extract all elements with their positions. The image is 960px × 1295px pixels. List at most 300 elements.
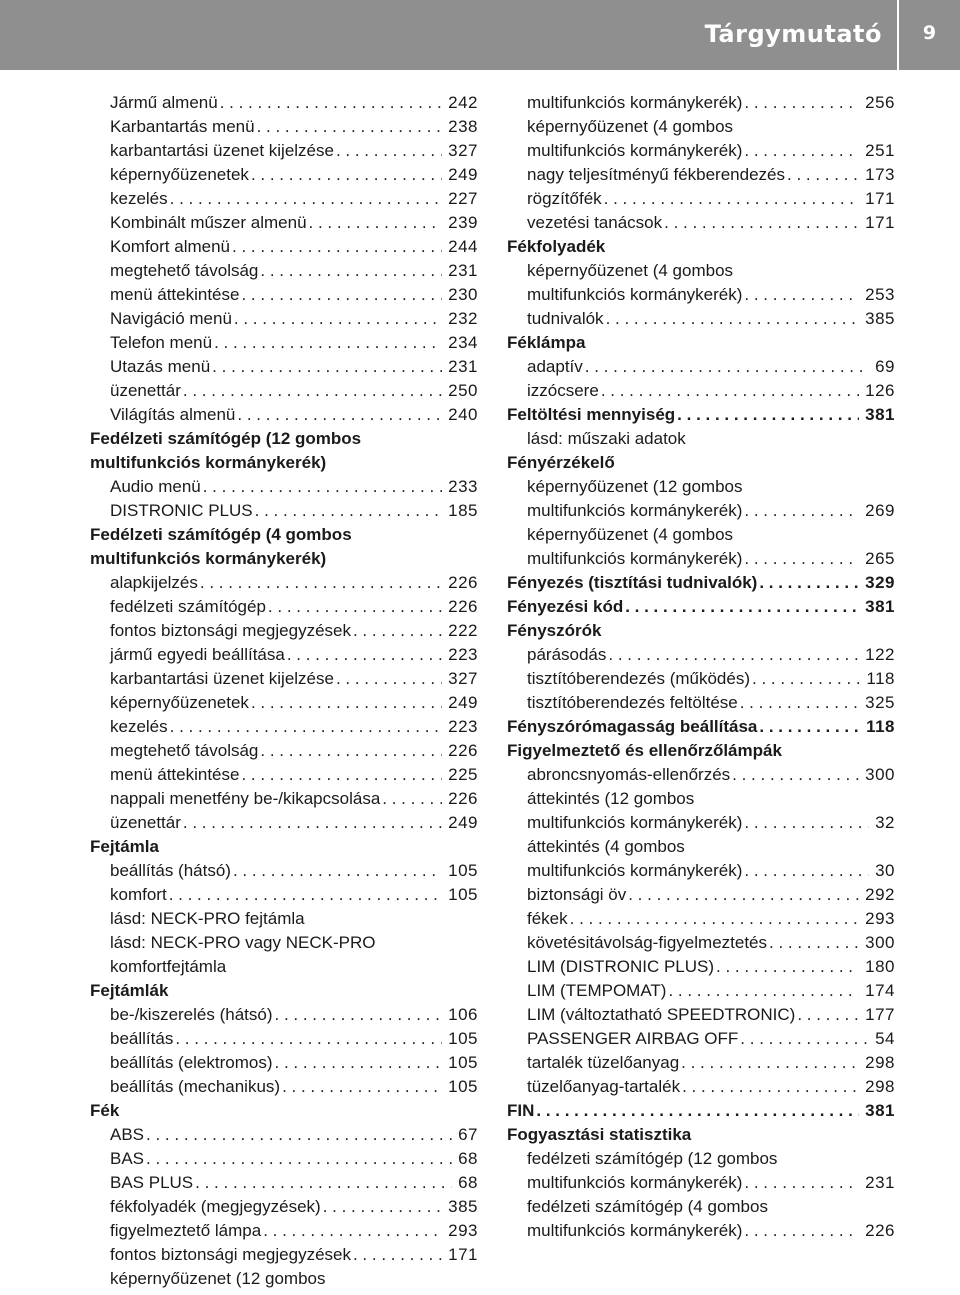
index-entry: [507, 1219, 895, 1243]
entry-page-number: 105: [448, 1029, 478, 1048]
entry-page-number: 118: [866, 669, 895, 688]
index-entry: [90, 259, 478, 283]
entry-page-number: 256: [865, 93, 895, 112]
entry-page-number: 105: [448, 861, 478, 880]
entry-page-number: 242: [448, 93, 478, 112]
entry-page-number: 222: [448, 621, 478, 640]
index-entry: [90, 619, 478, 643]
entry-text: fontos biztonsági megjegyzések: [110, 1245, 351, 1264]
entry-text: tisztítóberendezés (működés): [527, 669, 750, 688]
entry-text: multifunkciós kormánykerék): [527, 141, 743, 160]
index-entry: [507, 91, 895, 115]
dot-leader: [750, 667, 860, 691]
index-entry: [90, 715, 478, 739]
entry-page-number: 233: [448, 477, 478, 496]
entry-page-number: 231: [865, 1173, 895, 1192]
entry-page-number: 54: [875, 1029, 895, 1048]
index-entry: [507, 691, 895, 715]
entry-text: Fényezés (tisztítási tudnivalók): [507, 573, 758, 592]
index-entry: [90, 1147, 478, 1171]
index-entry: [90, 355, 478, 379]
entry-text: figyelmeztető lámpa: [110, 1221, 262, 1240]
index-entry: [507, 1147, 895, 1171]
index-entry: [507, 811, 895, 835]
index-heading: [507, 739, 895, 763]
page-title: Tárgymutató: [704, 20, 882, 48]
index-entry: [90, 955, 478, 979]
index-heading: [90, 427, 478, 451]
index-entry: [90, 331, 478, 355]
dot-leader: [249, 691, 442, 715]
entry-text: multifunkciós kormánykerék): [527, 549, 743, 568]
entry-page-number: 381: [865, 405, 895, 424]
index-entry: [507, 523, 895, 547]
index-entry: [90, 787, 478, 811]
entry-text: alapkijelzés: [110, 573, 198, 592]
entry-text: Fényezési kód: [507, 597, 624, 616]
entry-text: menü áttekintése: [110, 285, 240, 304]
index-entry: [507, 115, 895, 139]
entry-page-number: 325: [865, 693, 895, 712]
dot-leader: [239, 283, 442, 307]
entry-text: multifunkciós kormánykerék): [527, 285, 743, 304]
dot-leader: [679, 1051, 859, 1075]
index-heading: [90, 523, 478, 547]
index-entry: [90, 811, 478, 835]
entry-page-number: 249: [448, 813, 478, 832]
dot-leader: [606, 643, 859, 667]
entry-text: be-/kiszerelés (hátsó): [110, 1005, 273, 1024]
entry-page-number: 226: [448, 789, 478, 808]
dot-leader: [666, 979, 859, 1003]
dot-leader: [742, 91, 859, 115]
entry-text: fedélzeti számítógép: [110, 597, 266, 616]
dot-leader: [714, 955, 859, 979]
index-entry: [507, 643, 895, 667]
dot-leader: [730, 763, 859, 787]
dot-leader: [285, 643, 442, 667]
index-entry: [90, 763, 478, 787]
entry-text: Feltöltési mennyiség: [507, 405, 676, 424]
dot-leader: [193, 1171, 452, 1195]
dot-leader: [201, 475, 442, 499]
index-entry: [90, 1219, 478, 1243]
entry-text: képernyőüzenetek: [110, 165, 249, 184]
index-entry: [507, 139, 895, 163]
dot-leader: [602, 187, 859, 211]
entry-text: képernyőüzenetek: [110, 693, 249, 712]
entry-text: karbantartási üzenet kijelzése: [110, 141, 334, 160]
entry-page-number: 244: [448, 237, 478, 256]
entry-page-number: 327: [448, 141, 478, 160]
entry-text: jármű egyedi beállítása: [110, 645, 285, 664]
entry-text: tudnivalók: [527, 309, 604, 328]
entry-text: képernyőüzenet (12 gombos: [110, 1269, 326, 1288]
index-entry: [507, 211, 895, 235]
entry-text: kezelés: [110, 189, 168, 208]
dot-leader: [307, 211, 443, 235]
entry-text: megtehető távolság: [110, 741, 259, 760]
index-entry: [507, 355, 895, 379]
dot-leader: [785, 163, 859, 187]
entry-text: DISTRONIC PLUS: [110, 501, 253, 520]
dot-leader: [767, 931, 859, 955]
index-entry: [90, 1075, 478, 1099]
index-entry: [90, 1027, 478, 1051]
dot-leader: [212, 331, 442, 355]
dot-leader: [266, 595, 442, 619]
entry-text: fontos biztonsági megjegyzések: [110, 621, 351, 640]
index-entry: [90, 307, 478, 331]
entry-text: Komfort almenü: [110, 237, 230, 256]
dot-leader: [351, 1243, 442, 1267]
index-entry: [507, 1051, 895, 1075]
dot-leader: [334, 139, 442, 163]
entry-text: rögzítőfék: [527, 189, 602, 208]
index-entry: [90, 163, 478, 187]
entry-text: lásd: NECK-PRO vagy NECK-PRO: [110, 933, 376, 952]
entry-text: Karbantartás menü: [110, 117, 255, 136]
dot-leader: [757, 571, 859, 595]
entry-page-number: 293: [448, 1221, 478, 1240]
entry-text: Navigáció menü: [110, 309, 232, 328]
index-entry: [90, 91, 478, 115]
entry-page-number: 381: [865, 597, 895, 616]
entry-text: BAS: [110, 1149, 145, 1168]
entry-page-number: 185: [448, 501, 478, 520]
entry-text: fékek: [527, 909, 568, 928]
entry-page-number: 32: [875, 813, 895, 832]
index-entry: [90, 595, 478, 619]
entry-text: áttekintés (4 gombos: [527, 837, 685, 856]
entry-page-number: 227: [448, 189, 478, 208]
entry-page-number: 30: [875, 861, 895, 880]
entry-text: LIM (DISTRONIC PLUS): [527, 957, 715, 976]
entry-page-number: 300: [865, 765, 895, 784]
index-entry: [90, 379, 478, 403]
entry-page-number: 239: [448, 213, 478, 232]
entry-page-number: 105: [448, 885, 478, 904]
dot-leader: [273, 1051, 443, 1075]
index-heading: [90, 835, 478, 859]
dot-leader: [218, 91, 442, 115]
dot-leader: [380, 787, 442, 811]
index-entry: [507, 547, 895, 571]
entry-text: tüzelőanyag-tartalék: [527, 1077, 681, 1096]
entry-text: multifunkciós kormánykerék): [90, 453, 327, 472]
entry-page-number: 231: [448, 357, 478, 376]
dot-leader: [255, 115, 443, 139]
entry-text: Fényérzékelő: [507, 453, 615, 472]
dot-leader: [181, 811, 442, 835]
entry-text: ABS: [110, 1125, 145, 1144]
dot-leader: [599, 379, 859, 403]
index-entry: [507, 667, 895, 691]
entry-page-number: 122: [865, 645, 895, 664]
index-entry: [507, 1027, 895, 1051]
dot-leader: [742, 811, 869, 835]
entry-text: menü áttekintése: [110, 765, 240, 784]
entry-text: izzócsere: [527, 381, 599, 400]
entry-text: LIM (TEMPOMAT): [527, 981, 667, 1000]
dot-leader: [626, 883, 859, 907]
entry-page-number: 234: [448, 333, 478, 352]
dot-leader: [680, 1075, 859, 1099]
index-entry: [507, 763, 895, 787]
entry-text: Kombinált műszer almenü: [110, 213, 307, 232]
index-entry: [507, 955, 895, 979]
entry-text: képernyőüzenet (12 gombos: [527, 477, 743, 496]
entry-text: vezetési tanácsok: [527, 213, 663, 232]
index-entry: [507, 283, 895, 307]
dot-leader: [231, 859, 442, 883]
entry-page-number: 68: [458, 1173, 478, 1192]
entry-page-number: 230: [448, 285, 478, 304]
dot-leader: [742, 1219, 859, 1243]
entry-text: Fogyasztási statisztika: [507, 1125, 692, 1144]
index-entry: [90, 403, 478, 427]
index-heading: [507, 1099, 895, 1123]
dot-leader: [534, 1099, 859, 1123]
dot-leader: [232, 307, 442, 331]
entry-page-number: 226: [448, 741, 478, 760]
entry-page-number: 231: [448, 261, 478, 280]
page-header: [0, 0, 960, 70]
index-entry: [507, 187, 895, 211]
index-entry: [507, 307, 895, 331]
dot-leader: [235, 403, 442, 427]
entry-text: multifunkciós kormánykerék): [527, 501, 743, 520]
index-heading: [507, 403, 895, 427]
dot-leader: [261, 1219, 442, 1243]
entry-text: adaptív: [527, 357, 583, 376]
index-entry: [90, 859, 478, 883]
index-entry: [90, 187, 478, 211]
dot-leader: [742, 1171, 859, 1195]
entry-text: képernyőüzenet (4 gombos: [527, 525, 734, 544]
index-entry: [507, 427, 895, 451]
entry-page-number: 327: [448, 669, 478, 688]
index-entry: [507, 1075, 895, 1099]
index-entry: [90, 115, 478, 139]
entry-text: fékfolyadék (megjegyzések): [110, 1197, 321, 1216]
index-entry: [90, 1171, 478, 1195]
dot-leader: [742, 499, 859, 523]
entry-text: Fényszórók: [507, 621, 602, 640]
index-heading: [507, 619, 895, 643]
index-heading: [507, 1123, 895, 1147]
index-entry: [507, 787, 895, 811]
entry-page-number: 298: [865, 1053, 895, 1072]
entry-text: Fedélzeti számítógép (12 gombos: [90, 429, 362, 448]
entry-text: beállítás (elektromos): [110, 1053, 273, 1072]
index-entry: [90, 883, 478, 907]
entry-text: kezelés: [110, 717, 168, 736]
entry-page-number: 269: [865, 501, 895, 520]
entry-page-number: 180: [865, 957, 895, 976]
entry-page-number: 118: [866, 717, 895, 736]
entry-text: abroncsnyomás-ellenőrzés: [527, 765, 731, 784]
index-entry: [507, 835, 895, 859]
index-entry: [90, 499, 478, 523]
entry-text: lásd: NECK-PRO fejtámla: [110, 909, 305, 928]
dot-leader: [583, 355, 869, 379]
entry-text: PASSENGER AIRBAG OFF: [527, 1029, 739, 1048]
index-entry: [507, 163, 895, 187]
entry-text: multifunkciós kormánykerék): [527, 93, 743, 112]
dot-leader: [249, 163, 442, 187]
entry-page-number: 171: [865, 189, 895, 208]
index-entry: [90, 139, 478, 163]
dot-leader: [144, 1123, 452, 1147]
entry-text: Fék: [90, 1101, 120, 1120]
entry-text: Figyelmeztető és ellenőrzőlámpák: [507, 741, 782, 760]
entry-page-number: 293: [865, 909, 895, 928]
index-entry: [507, 475, 895, 499]
index-entry: [507, 883, 895, 907]
index-entry: [507, 259, 895, 283]
dot-leader: [738, 691, 859, 715]
entry-page-number: 69: [875, 357, 895, 376]
dot-leader: [230, 235, 442, 259]
dot-leader: [258, 259, 442, 283]
index-entry: [90, 1267, 478, 1291]
entry-text: fedélzeti számítógép (12 gombos: [527, 1149, 778, 1168]
dot-leader: [167, 883, 442, 907]
entry-page-number: 226: [448, 573, 478, 592]
entry-page-number: 298: [865, 1077, 895, 1096]
entry-page-number: 67: [458, 1125, 478, 1144]
entry-page-number: 171: [448, 1245, 478, 1264]
index-entry: [507, 499, 895, 523]
index-heading: [90, 979, 478, 1003]
entry-text: megtehető távolság: [110, 261, 259, 280]
entry-text: biztonsági öv: [527, 885, 627, 904]
index-entry: [90, 1123, 478, 1147]
entry-text: Fékfolyadék: [507, 237, 606, 256]
entry-page-number: 223: [448, 717, 478, 736]
dot-leader: [742, 283, 859, 307]
dot-leader: [757, 715, 860, 739]
index-heading: [507, 595, 895, 619]
index-entry: [90, 1243, 478, 1267]
index-column-left: [90, 91, 478, 1291]
entry-page-number: 240: [448, 405, 478, 424]
entry-text: Fejtámlák: [90, 981, 169, 1000]
entry-page-number: 226: [865, 1221, 895, 1240]
dot-leader: [239, 763, 442, 787]
entry-text: komfortfejtámla: [110, 957, 227, 976]
index-entry: [90, 283, 478, 307]
index-entry: [507, 1171, 895, 1195]
entry-page-number: 292: [865, 885, 895, 904]
entry-text: képernyőüzenet (4 gombos: [527, 261, 734, 280]
entry-page-number: 253: [865, 285, 895, 304]
dot-leader: [280, 1075, 442, 1099]
dot-leader: [675, 403, 859, 427]
index-entry: [90, 571, 478, 595]
dot-leader: [253, 499, 442, 523]
index-entry: [90, 739, 478, 763]
entry-text: multifunkciós kormánykerék): [527, 1221, 743, 1240]
dot-leader: [168, 715, 442, 739]
entry-text: Utazás menü: [110, 357, 211, 376]
entry-page-number: 68: [458, 1149, 478, 1168]
index-heading: [507, 451, 895, 475]
index-entry: [90, 667, 478, 691]
index-column-right: [507, 91, 895, 1243]
entry-text: multifunkciós kormánykerék): [527, 1173, 743, 1192]
dot-leader: [742, 859, 869, 883]
entry-page-number: 105: [448, 1053, 478, 1072]
dot-leader: [568, 907, 859, 931]
index-entry: [90, 475, 478, 499]
entry-page-number: 171: [865, 213, 895, 232]
entry-text: tisztítóberendezés feltöltése: [527, 693, 738, 712]
entry-page-number: 105: [448, 1077, 478, 1096]
entry-text: BAS PLUS: [110, 1173, 194, 1192]
entry-text: beállítás: [110, 1029, 174, 1048]
dot-leader: [604, 307, 860, 331]
dot-leader: [198, 571, 442, 595]
index-entry: [90, 931, 478, 955]
entry-text: Audio menü: [110, 477, 201, 496]
dot-leader: [351, 619, 442, 643]
entry-page-number: 173: [865, 165, 895, 184]
entry-page-number: 300: [865, 933, 895, 952]
index-heading: [507, 571, 895, 595]
entry-text: nagy teljesítményű fékberendezés: [527, 165, 785, 184]
entry-page-number: 385: [865, 309, 895, 328]
index-entry: [90, 643, 478, 667]
entry-text: Telefon menü: [110, 333, 213, 352]
index-entry: [507, 907, 895, 931]
entry-page-number: 250: [448, 381, 478, 400]
index-entry: [507, 931, 895, 955]
entry-text: multifunkciós kormánykerék): [527, 861, 743, 880]
entry-text: üzenettár: [110, 381, 181, 400]
entry-page-number: 329: [865, 573, 895, 592]
entry-text: multifunkciós kormánykerék): [527, 813, 743, 832]
entry-text: multifunkciós kormánykerék): [90, 549, 327, 568]
entry-text: Világítás almenü: [110, 405, 236, 424]
index-entry: [90, 211, 478, 235]
entry-page-number: 251: [865, 141, 895, 160]
entry-page-number: 249: [448, 693, 478, 712]
entry-page-number: 126: [865, 381, 895, 400]
page-number: 9: [922, 22, 937, 44]
dot-leader: [738, 1027, 869, 1051]
index-entry: [90, 1003, 478, 1027]
dot-leader: [334, 667, 442, 691]
entry-page-number: 177: [865, 1005, 895, 1024]
entry-text: fedélzeti számítógép (4 gombos: [527, 1197, 768, 1216]
dot-leader: [742, 547, 859, 571]
entry-text: karbantartási üzenet kijelzése: [110, 669, 334, 688]
index-heading: [90, 1099, 478, 1123]
entry-text: Fejtámla: [90, 837, 159, 856]
index-entry: [507, 1195, 895, 1219]
dot-leader: [742, 139, 859, 163]
dot-leader: [258, 739, 442, 763]
entry-text: Féklámpa: [507, 333, 586, 352]
entry-page-number: 223: [448, 645, 478, 664]
dot-leader: [168, 187, 442, 211]
dot-leader: [795, 1003, 859, 1027]
entry-page-number: 249: [448, 165, 478, 184]
index-entry: [507, 979, 895, 1003]
index-entry: [90, 235, 478, 259]
